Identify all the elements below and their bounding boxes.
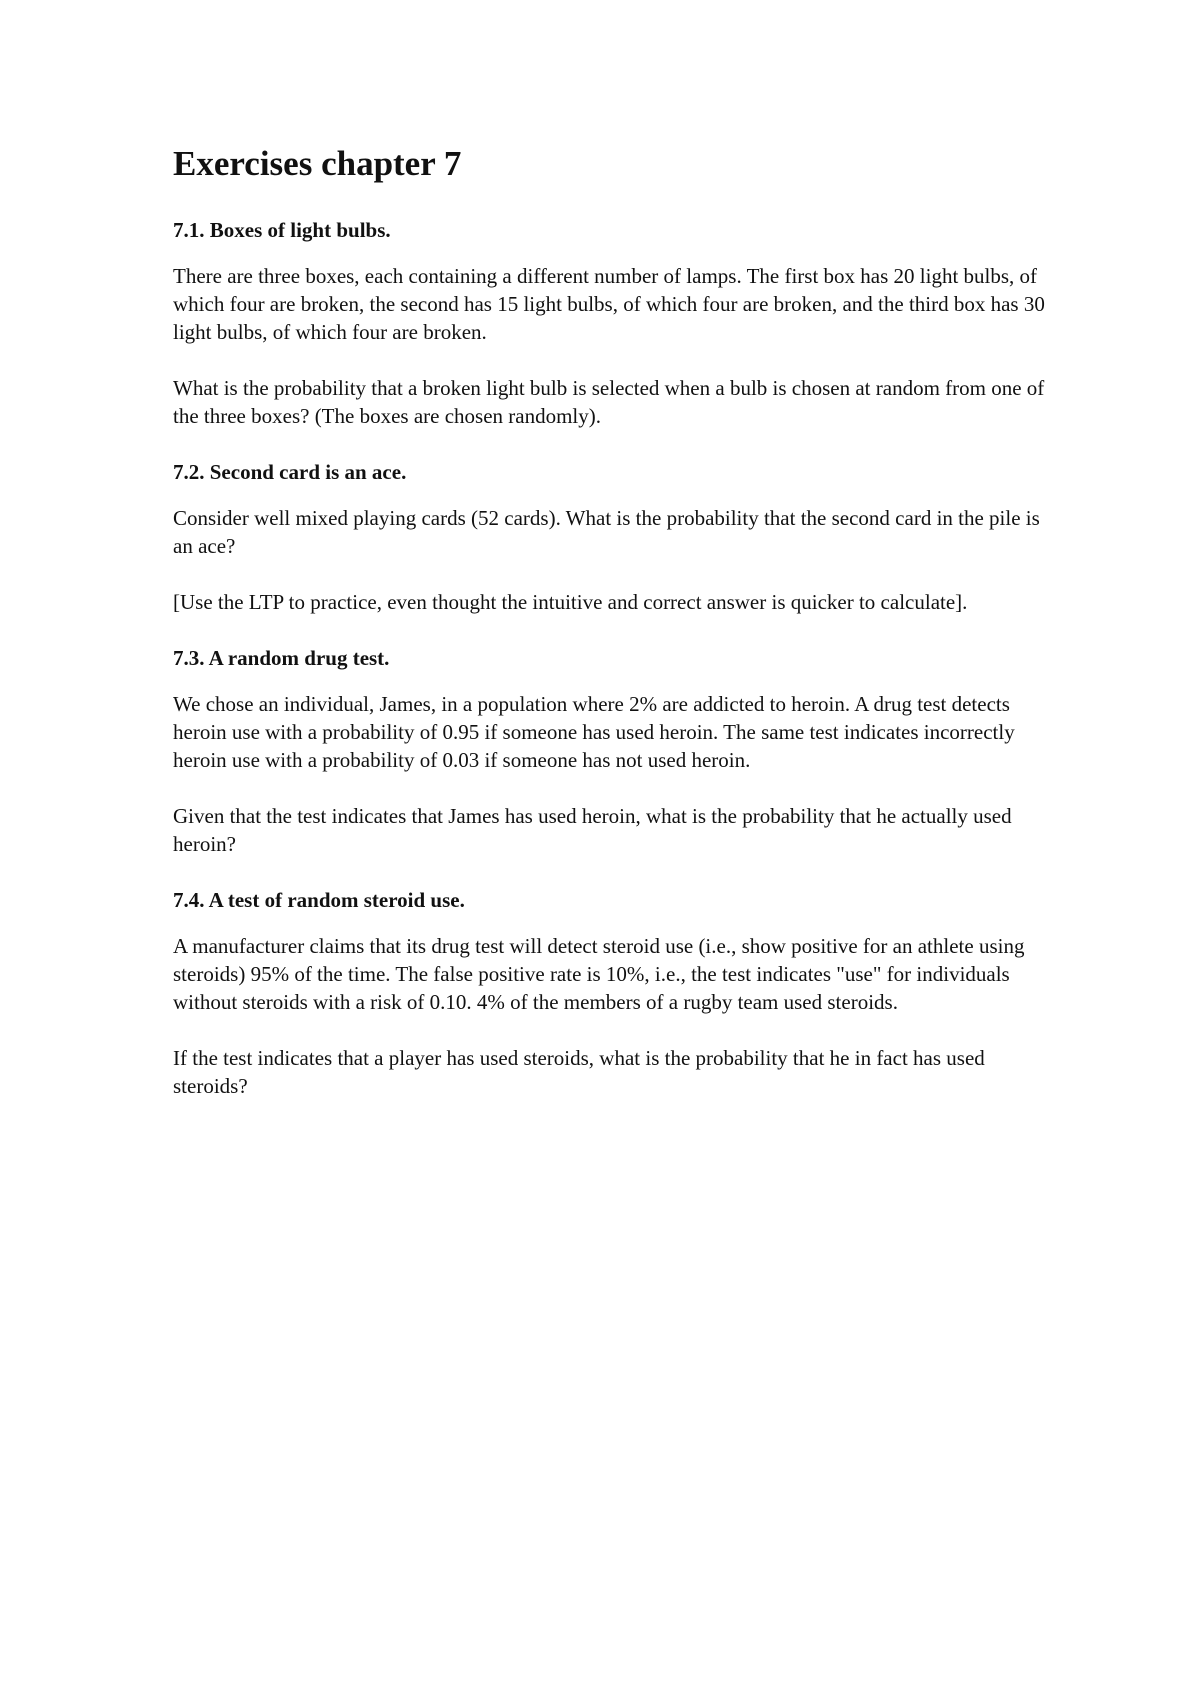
exercise-paragraph: [Use the LTP to practice, even thought the intuitive and correct answer is quicker to calculate]. <box>173 590 968 614</box>
exercise-paragraph: There are three boxes, each containing a different number of lamps. The first box has 20 light bulbs, of which four are broken, the second has 15 light bulbs, of which four are broken, and the third box has 30 light bulbs, of which four are broken. <box>173 264 1045 344</box>
exercise-paragraph: Given that the test indicates that James has used heroin, what is the probability that he actually used heroin? <box>173 804 1012 856</box>
page-title: Exercises chapter 7 <box>173 144 462 183</box>
exercise-heading: 7.3. A random drug test. <box>173 646 390 670</box>
exercise-heading: 7.2. Second card is an ace. <box>173 460 407 484</box>
document-page <box>173 140 1053 1128</box>
exercise-heading: 7.1. Boxes of light bulbs. <box>173 218 391 242</box>
exercise-7-3 <box>173 644 1053 858</box>
exercise-7-1 <box>173 216 1053 430</box>
exercise-heading: 7.4. A test of random steroid use. <box>173 888 465 912</box>
exercise-7-2 <box>173 458 1053 616</box>
exercise-paragraph: We chose an individual, James, in a population where 2% are addicted to heroin. A drug test detects heroin use with a probability of 0.95 if someone has used heroin. The same test indicates incorrectly heroin use with a probability of 0.03 if someone has not used heroin. <box>173 692 1015 772</box>
exercise-paragraph: A manufacturer claims that its drug test will detect steroid use (i.e., show positive for an athlete using steroids) 95% of the time. The false positive rate is 10%, i.e., the test indicates "use" for individuals without steroids with a risk of 0.10. 4% of the members of a rugby team used steroids. <box>173 934 1025 1014</box>
exercise-paragraph: Consider well mixed playing cards (52 cards). What is the probability that the second card in the pile is an ace? <box>173 506 1040 558</box>
exercise-paragraph: If the test indicates that a player has used steroids, what is the probability that he in fact has used steroids? <box>173 1046 985 1098</box>
exercise-7-4 <box>173 886 1053 1100</box>
exercise-paragraph: What is the probability that a broken light bulb is selected when a bulb is chosen at random from one of the three boxes? (The boxes are chosen randomly). <box>173 376 1045 428</box>
